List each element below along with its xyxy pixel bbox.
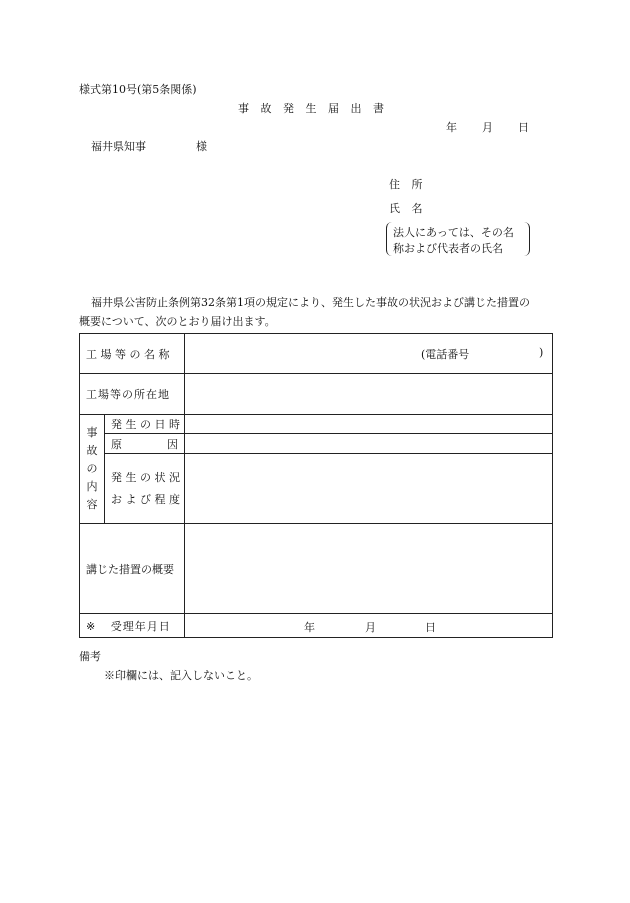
phone-label: (電話番号 <box>421 348 470 361</box>
measures-field[interactable] <box>185 524 553 614</box>
remarks-note: ※印欄には、記入しないこと。 <box>104 669 258 682</box>
factory-name-label: 工 場 等 の 名 称 <box>80 334 185 374</box>
document-title: 事 故 発 生 届 出 書 <box>238 102 388 115</box>
corporation-note-line1: 法人にあっては、その名 <box>393 226 514 239</box>
table-row-datetime <box>80 415 553 434</box>
table-row-measures <box>80 524 553 614</box>
receipt-year: 年 <box>304 621 316 634</box>
datetime-field[interactable] <box>185 415 553 434</box>
datetime-label: 発 生 の 日 時 <box>105 415 185 434</box>
addressee-honorific: 様 <box>196 140 207 153</box>
accident-content-label <box>80 415 105 524</box>
table-row-factory-name <box>80 334 553 374</box>
situation-field[interactable] <box>185 454 553 524</box>
corporation-note-line2: 称および代表者の氏名 <box>393 242 503 255</box>
remarks-heading: 備考 <box>79 650 101 663</box>
accident-content-char: の <box>86 462 98 475</box>
accident-content-char: 故 <box>86 444 98 457</box>
date-day-label: 日 <box>518 121 529 134</box>
accident-content-char: 内 <box>86 480 98 493</box>
addressee-name: 福井県知事 <box>91 140 146 153</box>
measures-label: 講じた措置の概要 <box>80 524 185 614</box>
table-row-cause <box>80 434 553 454</box>
receipt-date-field <box>185 614 553 638</box>
cause-label <box>105 434 185 454</box>
receipt-month: 月 <box>365 621 377 634</box>
address-label: 住 所 <box>389 178 427 191</box>
factory-location-label: 工場等の所在地 <box>80 374 185 415</box>
cause-label-b: 因 <box>167 437 179 451</box>
cause-label-a: 原 <box>111 437 122 451</box>
table-row-situation <box>80 454 553 524</box>
receipt-day: 日 <box>425 621 437 634</box>
situation-label-line2: お よ び 程 度 <box>111 492 180 506</box>
table-row-factory-location <box>80 374 553 415</box>
cause-field[interactable] <box>185 434 553 454</box>
date-year-label: 年 <box>446 121 457 134</box>
body-text-line1: 福井県公害防止条例第32条第1項の規定により、発生した事故の状況および講じた措置の <box>91 296 530 309</box>
report-table <box>79 333 553 638</box>
situation-label-line1: 発 生 の 状 況 <box>111 470 180 484</box>
receipt-mark: ※ <box>86 619 96 633</box>
phone-close: ) <box>539 346 544 359</box>
corporation-note-bracket <box>386 222 530 256</box>
date-month-label: 月 <box>482 121 493 134</box>
factory-name-field[interactable] <box>185 334 553 374</box>
table-row-receipt <box>80 614 553 638</box>
body-text-line2: 概要について、次のとおり届け出ます。 <box>79 315 276 328</box>
factory-location-field[interactable] <box>185 374 553 415</box>
form-number: 様式第10号(第5条関係) <box>79 83 197 96</box>
receipt-label-cell <box>80 614 185 638</box>
accident-content-char: 事 <box>86 426 98 439</box>
name-label: 氏 名 <box>389 202 427 215</box>
situation-label <box>105 454 185 524</box>
accident-content-char: 容 <box>86 498 98 511</box>
receipt-label: 受理年月日 <box>110 619 171 633</box>
